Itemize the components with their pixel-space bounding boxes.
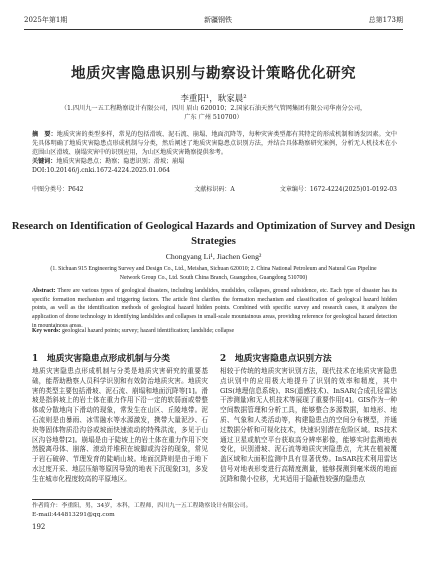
footnote-rule [32, 499, 112, 500]
running-header [24, 14, 403, 26]
document-code: 文献标识码：A [194, 186, 235, 193]
abstract-cn [32, 130, 397, 175]
abstract-en-text: There are various types of geological disasters, including landslides, mudslides, collapses, ground subsidence, etc. Each type of disaster has its specific formation mechanism and triggering factors. The article first clarifies the formation mechanism and classification of geological hazard hidden points, as well as the identification methods of geological hazard hidden points. Combined with specific survey and research cases, it analyzes the application of drone technology in identifying landslides and collapses in small-scale mountainous areas, providing reference for geological hazard detection in mountainous areas. [32, 288, 397, 329]
clc-number: 中图分类号：P642 [32, 186, 84, 193]
authors-en: Chongyang Li¹, Jiachen Geng² [165, 252, 262, 261]
section-1-body: 地质灾害隐患点形成机制与分类是地质灾害研究的重要基础，能帮助勘察人员科学识别和有效防治地质灾害。地质灾害的类型主要包括滑坡、泥石流、崩塌和地面沉降等[1]。滑坡是指斜坡上的岩土体在重力作用下沿一定的软弱面或带整体或分散地向下滑动的现象，常发生在山区、丘陵地带。泥石流则是由暴雨、冰雪融水等水源激发，携带大量泥沙、石块等固体物质沿沟谷或坡面快速流动的特殊洪流，多见于山区沟谷地带[2]。崩塌是由于陡坡上的岩土体在重力作用下突然脱离母体、崩落、滚动并堆积在坡脚或沟谷的现象，常见于岩石破碎、节理发育的陡峭山坡。地面沉降则是由于地下水过度开采、地层压缩等原因导致的地表下沉现象[3]，多发生在城市化程度较高的平原地区。 [32, 367, 208, 483]
abstract-cn-text: 地质灾害的类型多样，常见的包括滑坡、泥石流、崩塌、地面沉降等，每种灾害类型都有其特定的形成机制和诱发因素。文中先具体明确了地质灾害隐患点形成机制与分类，然后阐述了地质灾害隐患点识别方法，并结合具体勘察研究案例，分析无人机技术在小范围山区滑坡、崩塌灾害中的识别应用，为山区地质灾害勘察提供参考。 [32, 131, 398, 156]
affiliation-en: (1. Sichuan 915 Engineering Survey and Design Co., Ltd., Meishan, Sichuan 620010; 2. China National Petroleum and Natural Gas Pipeline Network Group Co., Ltd. South China Branch, Guangzhou, Guangdong 510700) [50, 266, 377, 281]
header-rule [24, 29, 403, 30]
keywords-en-text: geological hazard points; survey; hazard identification; landslide; collapse [61, 328, 235, 334]
header-issue: 2025年第1期 [24, 16, 68, 24]
author-email: E-mail:444813291@qq.com [32, 511, 115, 518]
keywords-cn-text: 地质灾害隐患点；勘察；隐患识别；滑坡；崩塌 [56, 158, 185, 165]
author-info: 作者简介：李重阳，男，34岁，本科，工程师，四川九一五工程勘察设计有限公司。 [32, 503, 252, 509]
doi: DOI:10.20146/j.cnki.1672-4224.2025.01.064 [32, 167, 170, 174]
abstract-cn-label: 摘 要： [32, 131, 57, 138]
title-en: Research on Identification of Geological Hazards and Optimization of Survey and Design Strategies [11, 221, 416, 247]
header-total-issue: 总第173期 [368, 16, 403, 24]
title-cn: 地质灾害隐患识别与勘察设计策略优化研究 [71, 65, 356, 82]
keywords-cn-label: 关键词： [32, 158, 57, 165]
article-number: 文章编号：1672-4224(2025)01-0192-03 [279, 186, 398, 193]
section-2-body: 相较于传统的地质灾害识别方法，现代技术在地质灾害隐患点识别中的应用极大地提升了识别的效率和精度，其中GIS(地理信息系统)、RS(遥感技术)、InSAR(合成孔径雷达干涉测量)和无人机技术等展现了重要作用[4]。GIS作为一种空间数据管理和分析工具，能够整合多源数据，如地形、地质、气象和人类活动等，构建隐患点的空间分布模型，并通过数据分析和可视化技术，快速识别潜在危险区域。RS技术通过卫星或航空平台获取高分辨率影像，能够实时监测地表变化，识别滑坡、泥石流等地质灾害隐患点，尤其在植被覆盖区域和大面积监测中具有显著优势。InSAR技术利用雷达信号对地表形变进行高精度测量，能够探测到毫米级的地面沉降和微小位移，尤其适用于隐蔽性较强的隐患点 [220, 367, 397, 483]
classification-row [32, 184, 397, 193]
affiliation-cn: （1.四川九一五工程勘察设计有限公司，四川 眉山 620010；2.国家石油天然气管网集团有限公司华南分公司，广东 广州 510700） [60, 105, 367, 121]
section-1-heading: 1 地质灾害隐患点形成机制与分类 [32, 354, 171, 364]
keywords-en [32, 328, 397, 334]
authors-cn: 李重阳¹，耿家晨² [180, 94, 247, 104]
section-2-heading: 2 地质灾害隐患点识别方法 [220, 354, 332, 364]
abstract-en [32, 287, 397, 331]
keywords-en-label: Key words: [32, 328, 61, 334]
footnote [32, 502, 397, 519]
header-journal: 新疆钢铁 [203, 16, 232, 24]
page-number: 192 [32, 523, 46, 531]
abstract-en-label: Abstract: [32, 288, 56, 294]
